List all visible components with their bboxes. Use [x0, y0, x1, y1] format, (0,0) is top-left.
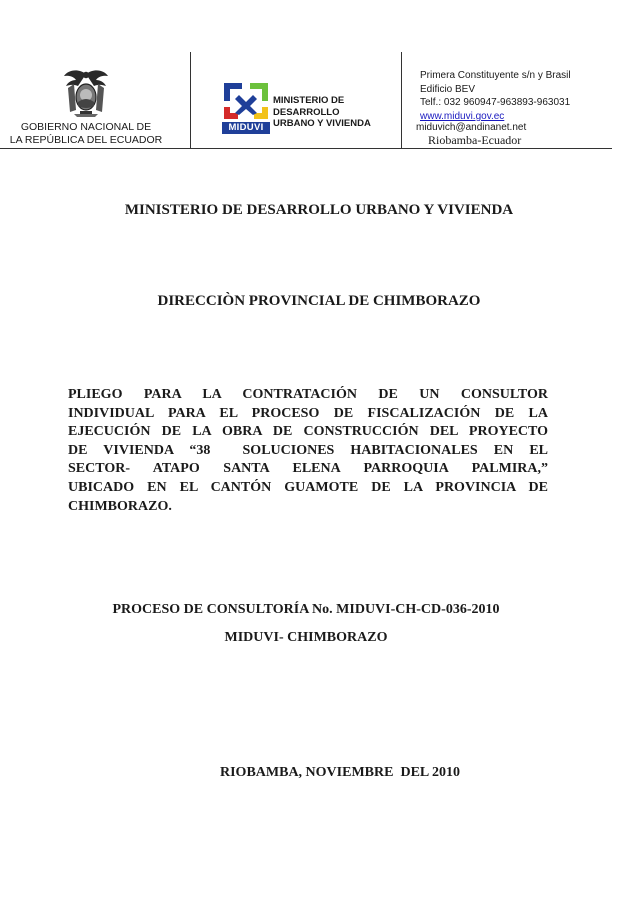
pliego-line-6: UBICADO EN EL CANTÓN GUAMOTE DE LA PROVINCIA DE — [68, 479, 548, 495]
process-number: PROCESO DE CONSULTORÍA No. MIDUVI-CH-CD-036-2010 — [112, 602, 500, 617]
government-name — [0, 121, 172, 147]
ministry-line-1: MINISTERIO DE — [273, 95, 345, 106]
pliego-line-5: SECTOR- ATAPO SANTA ELENA PARROQUIA PALMIRA,” — [68, 461, 548, 477]
ministry-name — [273, 95, 371, 130]
header-divider-right — [401, 52, 402, 148]
pliego-line-3: EJECUCIÓN DE LA OBRA DE CONSTRUCCIÓN DEL PROYECTO — [68, 424, 548, 440]
government-line-2: LA REPÚBLICA DEL ECUADOR — [9, 134, 163, 146]
address-line-1: Primera Constituyente s/n y Brasil — [420, 70, 571, 81]
pliego-paragraph — [68, 386, 548, 516]
pliego-line-2: INDIVIDUAL PARA EL PROCESO DE FISCALIZACIÓN DE LA — [68, 405, 548, 421]
header-rule — [0, 148, 612, 149]
government-line-1: GOBIERNO NACIONAL DE — [20, 121, 152, 133]
pliego-line-4: DE VIVIENDA “38 SOLUCIONES HABITACIONALES EN EL — [68, 442, 548, 458]
pliego-line-1: PLIEGO PARA LA CONTRATACIÓN DE UN CONSULTOR — [68, 387, 548, 402]
email-text: miduvich@andinanet.net — [416, 122, 527, 133]
process-subtitle: MIDUVI- CHIMBORAZO — [224, 630, 388, 645]
address-line-2: Edificio BEV — [420, 83, 476, 95]
miduvi-logo-icon — [222, 81, 270, 121]
miduvi-logo-brand: MIDUVI — [222, 122, 270, 134]
place-and-date: RIOBAMBA, NOVIEMBRE DEL 2010 — [220, 765, 460, 780]
ministry-line-3: URBANO Y VIVIENDA — [273, 118, 371, 129]
coat-of-arms-icon — [62, 66, 110, 118]
website-link[interactable]: www.miduvi.gov.ec — [420, 110, 505, 122]
phone-line: Telf.: 032 960947-963893-963031 — [420, 97, 571, 108]
address-block — [420, 69, 571, 123]
header-divider-left — [190, 52, 191, 148]
ministry-line-2: DESARROLLO — [273, 106, 340, 118]
pliego-line-7: CHIMBORAZO. — [68, 498, 172, 514]
city-text: Riobamba-Ecuador — [428, 133, 522, 147]
direction-title: DIRECCIÒN PROVINCIAL DE CHIMBORAZO — [157, 293, 481, 309]
document-header — [0, 0, 638, 150]
ministry-title: MINISTERIO DE DESARROLLO URBANO Y VIVIENDA — [124, 202, 514, 218]
